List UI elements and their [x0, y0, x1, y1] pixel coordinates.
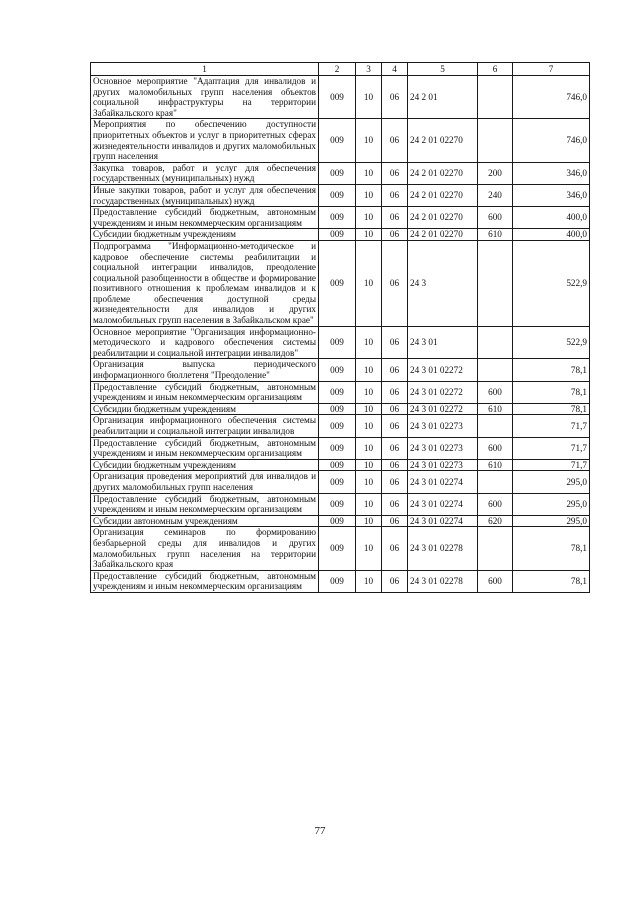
row-name-cell: Подпрограмма "Информационно-методическое и кадровое обеспечение системы реабилитации и социальной интеграции инвалидов, преодоление социальной разобщенности в обществе и формирование позитивного отношения к проблемам инвалидов и к проблеме обеспечения доступной среды жизнедеятельности для инвалидов и других маломобильных групп населения в Забайкальском крае" [91, 240, 319, 326]
page-number: 77 [314, 825, 326, 837]
row-grbs-cell: 009 [319, 527, 356, 570]
row-name-cell: Предоставление субсидий бюджетным, автономным учреждениям и иным некоммерческим организациям [91, 207, 319, 229]
row-sum-cell: 400,0 [513, 207, 590, 229]
row-rz-cell: 10 [356, 415, 382, 437]
row-pr-cell: 06 [382, 459, 408, 471]
row-vr-cell: 600 [478, 381, 513, 403]
row-name-cell: Организация выпуска периодического информационного бюллетеня "Преодоление" [91, 359, 319, 381]
row-csr-cell: 24 3 01 02278 [408, 527, 478, 570]
row-csr-cell: 24 3 01 02272 [408, 403, 478, 415]
row-csr-cell: 24 3 01 02278 [408, 570, 478, 592]
row-csr-cell: 24 3 01 02274 [408, 471, 478, 493]
table-row [91, 184, 590, 206]
row-vr-cell [478, 471, 513, 493]
table-row [91, 403, 590, 415]
row-rz-cell: 10 [356, 359, 382, 381]
row-grbs-cell: 009 [319, 403, 356, 415]
row-grbs-cell: 009 [319, 359, 356, 381]
row-pr-cell: 06 [382, 76, 408, 119]
row-rz-cell: 10 [356, 403, 382, 415]
row-grbs-cell: 009 [319, 570, 356, 592]
header-row [91, 63, 590, 76]
budget-table [90, 62, 590, 593]
row-name-cell: Предоставление субсидий бюджетным, автономным учреждениям и иным некоммерческим организациям [91, 493, 319, 515]
row-csr-cell: 24 3 01 02272 [408, 359, 478, 381]
row-vr-cell [478, 359, 513, 381]
row-pr-cell: 06 [382, 527, 408, 570]
row-csr-cell: 24 3 [408, 240, 478, 326]
row-sum-cell: 400,0 [513, 229, 590, 241]
row-pr-cell: 06 [382, 471, 408, 493]
table-row [91, 570, 590, 592]
row-name-cell: Субсидии бюджетным учреждениям [91, 459, 319, 471]
table-row [91, 359, 590, 381]
table-row [91, 437, 590, 459]
row-name-cell: Организация проведения мероприятий для инвалидов и других маломобильных групп населения [91, 471, 319, 493]
row-vr-cell: 610 [478, 459, 513, 471]
row-sum-cell: 71,7 [513, 415, 590, 437]
row-sum-cell: 522,9 [513, 240, 590, 326]
row-vr-cell [478, 119, 513, 162]
row-pr-cell: 06 [382, 184, 408, 206]
row-rz-cell: 10 [356, 570, 382, 592]
row-rz-cell: 10 [356, 207, 382, 229]
row-sum-cell: 746,0 [513, 76, 590, 119]
col-header-sum: 7 [513, 63, 590, 76]
row-sum-cell: 78,1 [513, 403, 590, 415]
row-pr-cell: 06 [382, 437, 408, 459]
row-csr-cell: 24 3 01 02273 [408, 459, 478, 471]
row-rz-cell: 10 [356, 515, 382, 527]
row-name-cell: Основное мероприятие "Адаптация для инвалидов и других маломобильных групп населения объектов социальной инфраструктуры на территории Забайкальского края" [91, 76, 319, 119]
row-name-cell: Предоставление субсидий бюджетным, автономным учреждениям и иным некоммерческим организациям [91, 570, 319, 592]
row-sum-cell: 78,1 [513, 381, 590, 403]
table-body [91, 76, 590, 593]
row-csr-cell: 24 2 01 02270 [408, 207, 478, 229]
row-vr-cell: 600 [478, 437, 513, 459]
row-pr-cell: 06 [382, 570, 408, 592]
row-csr-cell: 24 3 01 02274 [408, 493, 478, 515]
col-header-csr: 5 [408, 63, 478, 76]
row-rz-cell: 10 [356, 381, 382, 403]
row-vr-cell: 600 [478, 570, 513, 592]
row-vr-cell [478, 76, 513, 119]
table-row [91, 527, 590, 570]
row-vr-cell [478, 527, 513, 570]
row-rz-cell: 10 [356, 437, 382, 459]
row-grbs-cell: 009 [319, 437, 356, 459]
col-header-pr: 4 [382, 63, 408, 76]
row-pr-cell: 06 [382, 326, 408, 359]
row-grbs-cell: 009 [319, 493, 356, 515]
row-sum-cell: 346,0 [513, 184, 590, 206]
row-grbs-cell: 009 [319, 162, 356, 184]
row-name-cell: Субсидии бюджетным учреждениям [91, 403, 319, 415]
row-csr-cell: 24 3 01 02273 [408, 437, 478, 459]
row-sum-cell: 295,0 [513, 515, 590, 527]
row-vr-cell: 600 [478, 207, 513, 229]
row-sum-cell: 78,1 [513, 570, 590, 592]
table-row [91, 240, 590, 326]
table-row [91, 119, 590, 162]
row-sum-cell: 295,0 [513, 471, 590, 493]
row-name-cell: Предоставление субсидий бюджетным, автономным учреждениям и иным некоммерческим организациям [91, 437, 319, 459]
col-header-vr: 6 [478, 63, 513, 76]
row-rz-cell: 10 [356, 184, 382, 206]
row-grbs-cell: 009 [319, 459, 356, 471]
row-pr-cell: 06 [382, 515, 408, 527]
row-csr-cell: 24 3 01 [408, 326, 478, 359]
row-csr-cell: 24 2 01 02270 [408, 184, 478, 206]
row-rz-cell: 10 [356, 471, 382, 493]
table-row [91, 471, 590, 493]
row-pr-cell: 06 [382, 493, 408, 515]
row-grbs-cell: 009 [319, 76, 356, 119]
budget-table-container [90, 62, 590, 593]
row-vr-cell [478, 415, 513, 437]
row-csr-cell: 24 2 01 02270 [408, 162, 478, 184]
row-sum-cell: 346,0 [513, 162, 590, 184]
row-sum-cell: 78,1 [513, 527, 590, 570]
row-grbs-cell: 009 [319, 240, 356, 326]
row-rz-cell: 10 [356, 162, 382, 184]
row-name-cell: Организация семинаров по формированию безбарьерной среды для инвалидов и других маломобильных групп населения на территории Забайкальского края [91, 527, 319, 570]
row-rz-cell: 10 [356, 229, 382, 241]
row-pr-cell: 06 [382, 359, 408, 381]
row-grbs-cell: 009 [319, 207, 356, 229]
row-grbs-cell: 009 [319, 515, 356, 527]
row-vr-cell: 240 [478, 184, 513, 206]
row-grbs-cell: 009 [319, 415, 356, 437]
row-rz-cell: 10 [356, 119, 382, 162]
row-csr-cell: 24 3 01 02274 [408, 515, 478, 527]
table-row [91, 326, 590, 359]
row-sum-cell: 78,1 [513, 359, 590, 381]
row-rz-cell: 10 [356, 493, 382, 515]
row-rz-cell: 10 [356, 76, 382, 119]
row-rz-cell: 10 [356, 527, 382, 570]
row-csr-cell: 24 2 01 02270 [408, 229, 478, 241]
col-header-grbs: 2 [319, 63, 356, 76]
row-grbs-cell: 009 [319, 229, 356, 241]
row-grbs-cell: 009 [319, 381, 356, 403]
row-vr-cell: 610 [478, 229, 513, 241]
row-pr-cell: 06 [382, 119, 408, 162]
table-row [91, 415, 590, 437]
row-vr-cell: 610 [478, 403, 513, 415]
row-pr-cell: 06 [382, 229, 408, 241]
row-csr-cell: 24 2 01 [408, 76, 478, 119]
row-csr-cell: 24 2 01 02270 [408, 119, 478, 162]
row-csr-cell: 24 3 01 02272 [408, 381, 478, 403]
row-sum-cell: 71,7 [513, 459, 590, 471]
row-name-cell: Мероприятия по обеспечению доступности приоритетных объектов и услуг в приоритетных сферах жизнедеятельности инвалидов и других маломобильных групп населения [91, 119, 319, 162]
row-grbs-cell: 009 [319, 326, 356, 359]
row-rz-cell: 10 [356, 240, 382, 326]
row-vr-cell [478, 240, 513, 326]
row-name-cell: Организация информационного обеспечения системы реабилитации и социальной интеграции инвалидов [91, 415, 319, 437]
table-row [91, 162, 590, 184]
table-row [91, 459, 590, 471]
row-grbs-cell: 009 [319, 119, 356, 162]
col-header-name: 1 [91, 63, 319, 76]
row-grbs-cell: 009 [319, 471, 356, 493]
row-vr-cell: 600 [478, 493, 513, 515]
table-row [91, 207, 590, 229]
row-pr-cell: 06 [382, 381, 408, 403]
row-name-cell: Иные закупки товаров, работ и услуг для обеспечения государственных (муниципальных) нужд [91, 184, 319, 206]
row-pr-cell: 06 [382, 240, 408, 326]
row-pr-cell: 06 [382, 162, 408, 184]
row-pr-cell: 06 [382, 415, 408, 437]
row-name-cell: Основное мероприятие "Организация информационно-методического и кадрового обеспечения системы реабилитации и социальной интеграции инвалидов" [91, 326, 319, 359]
row-name-cell: Закупка товаров, работ и услуг для обеспечения государственных (муниципальных) нужд [91, 162, 319, 184]
col-header-rz: 3 [356, 63, 382, 76]
row-name-cell: Предоставление субсидий бюджетным, автономным учреждениям и иным некоммерческим организациям [91, 381, 319, 403]
row-sum-cell: 522,9 [513, 326, 590, 359]
row-vr-cell: 200 [478, 162, 513, 184]
row-rz-cell: 10 [356, 459, 382, 471]
table-row [91, 76, 590, 119]
row-vr-cell [478, 326, 513, 359]
row-rz-cell: 10 [356, 326, 382, 359]
table-row [91, 229, 590, 241]
row-csr-cell: 24 3 01 02273 [408, 415, 478, 437]
row-sum-cell: 71,7 [513, 437, 590, 459]
table-row [91, 381, 590, 403]
row-name-cell: Субсидии бюджетным учреждениям [91, 229, 319, 241]
row-vr-cell: 620 [478, 515, 513, 527]
row-name-cell: Субсидии автономным учреждениям [91, 515, 319, 527]
row-grbs-cell: 009 [319, 184, 356, 206]
table-row [91, 493, 590, 515]
row-sum-cell: 295,0 [513, 493, 590, 515]
row-sum-cell: 746,0 [513, 119, 590, 162]
row-pr-cell: 06 [382, 207, 408, 229]
row-pr-cell: 06 [382, 403, 408, 415]
table-row [91, 515, 590, 527]
